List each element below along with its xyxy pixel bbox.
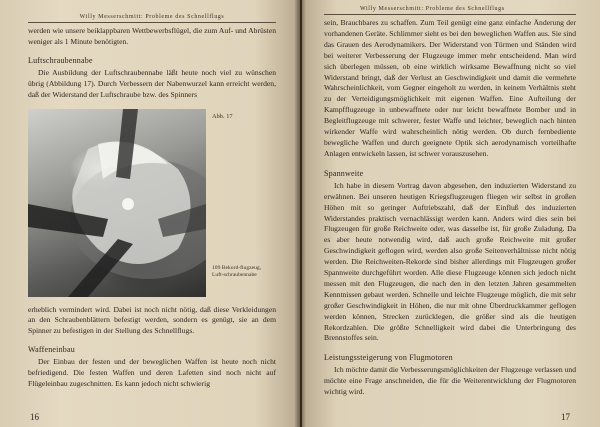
- section-heading-leistungssteigerung: Leistungssteigerung von Flugmotoren: [324, 353, 453, 363]
- section-heading-waffeneinbau: Waffeneinbau: [28, 345, 75, 355]
- intro-paragraph: werden wie unsere beiklappbaren Wettbewerbsflügel, die zum Auf- und Abrüsten weniger als 1 Minute benötigten.: [28, 26, 276, 46]
- body-paragraph: sein, Brauchbares zu schaffen. Zum Teil genügt eine ganz einfache Änderung der vorhandenen Geräte. Schlimmer sieht es bei den beweglichen Waffen aus. Sie sind das Grauen des Aerodynamikers. Der Widerstand von Türmen und Ständen wird bei weiterer Verbesserung der Flugzeuge immer mehr entscheidend. Man wird sich überlegen müssen, ob eine wirklich wirksame Bewaffnung nicht so viel Widerstand bringt, daß der Verlust an Geschwindigkeit und damit die vermehrte Wahrscheinlichkeit, vom Gegner eingeholt zu werden, in keinem Verhältnis steht zu der Verteidigungsmöglichkeit mit eigenen Waffen. Eine Aufteilung der Kampfflugzeuge in unbewaffnete oder nur leicht bewaffnete Bomber und in Begleitflugzeuge mit schwerer, fester Waffe und leichter, beweglich nach hinten wirkender Waffe wird wahrscheinlich nötig werden. Ob durch fernbediente bewegliche Waffen und durch geeignete Optik sich aerodynamisch vorteilhafte Anlagen entwickeln lassen, ist schwer vorauszusehen.: [324, 18, 576, 158]
- figure-caption: 109 Bekord-flugzeug, Luft-schraubennabe: [212, 264, 262, 278]
- book-spine: [294, 0, 306, 427]
- propeller-hub-photo: [28, 109, 206, 297]
- running-head: Willy Messerschmitt: Probleme des Schnellflugs: [324, 6, 576, 15]
- section-paragraph: Die Ausbildung der Luftschraubennabe läßt heute noch viel zu wünschen übrig (Abbildung 17). Durch Verbessern der Nabenwurzel kann erreicht werden, daß der Widerstand der Luftschraube bzw. des Spinners: [28, 67, 276, 99]
- running-head: Willy Messerschmitt: Probleme des Schnellflugs: [28, 14, 276, 23]
- section-heading-spannweite: Spannweite: [324, 168, 364, 178]
- page-number: 16: [30, 412, 39, 422]
- section-paragraph: Der Einbau der festen und der beweglichen Waffen ist heute noch nicht befriedigend. Die festen Waffen und deren Lafetten sind noch nicht auf Flügeleinbau zugeschnitten. Es kann jedoch nicht schwierig: [28, 357, 276, 389]
- page-number: 17: [561, 412, 570, 422]
- section-heading-luftschraubennabe: Luftschraubennabe: [28, 55, 93, 65]
- section-paragraph: Ich möchte damit die Verbesserungsmöglichkeiten der Flugzeuge verlassen und möchte eine Frage anschneiden, die für die Weiterentwicklung der Flugmotoren wichtig wird.: [324, 365, 576, 397]
- figure-label: Abb. 17: [212, 112, 233, 120]
- after-figure-paragraph: erheblich vermindert wird. Dabei ist noch nicht nötig, daß diese Verkleidungen an den Schraubenblättern befestigt werden, sondern es genügt, sie an dem Spinner zu befestigen in der Stellung des Schnellflugs.: [28, 304, 276, 336]
- section-paragraph: Ich habe in diesem Vortrag davon abgesehen, den induzierten Widerstand zu erwähnen. Bei unseren heutigen Kriegsflugzeugen fliegen wir selbst in großen Höhen mit so geringer Auftriebszahl, daß der Einfluß des induzierten Widerstandes praktisch vernachlässigt werden kann. Anders wird dies sein bei Flugzeugen für große Reichweite oder, was dasselbe ist, für große Zuladung. Da es aber heute notwendig wird, daß auch große Reichweite mit großer Geschwindigkeit geflogen wird, werden also große Seitenverhältnisse nicht nötig werden. Die Reichweiten-Rekorde sind bisher allerdings mit Flugzeugen großer Spannweite durchgeführt worden. Alle diese Flugzeuge können sich jedoch nicht messen mit den Flugzeugen, die nach den in den letzten Jahren gesammelten Kenntnissen gebaut werden. Schnelle und leichte Flugzeuge möglich, die mit sehr großer Geschwindigkeit in Höhen, die nur mit ohne Überdruckkammer geflogen werden können, Strecken zurücklegen, die größer sind als die heutigen Rekordzahlen. Die größte Schnelligkeit wird dabei die Unterbringung des Brennstoffes sein.: [324, 180, 576, 343]
- right-page: [302, 0, 600, 427]
- figure-17: [28, 109, 272, 297]
